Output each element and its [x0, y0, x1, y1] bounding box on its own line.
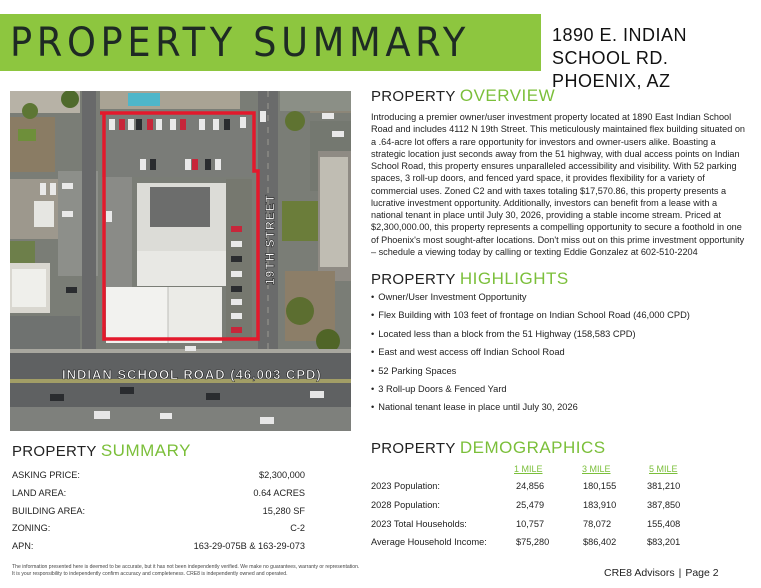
overview-heading-accent: OVERVIEW — [459, 86, 556, 105]
demo-label: 2028 Population: — [371, 499, 440, 510]
highlight-item: • Flex Building with 103 feet of frontage on Indian School Road (46,000 CPD) — [371, 310, 690, 328]
demo-value: $83,201 — [647, 537, 681, 548]
summary-label: LAND AREA: — [12, 487, 67, 498]
demo-value: 78,072 — [583, 518, 612, 529]
summary-row — [12, 488, 305, 506]
demo-value: 10,757 — [516, 518, 545, 529]
overview-heading-label: PROPERTY — [371, 88, 456, 105]
demo-row — [371, 519, 681, 538]
property-address — [552, 24, 761, 93]
summary-value: 0.64 ACRES — [253, 487, 305, 498]
demo-value: $86,402 — [583, 537, 617, 548]
summary-value: 163-29-075B & 163-29-073 — [193, 541, 305, 552]
demo-col-3-mile: 3 MILE — [582, 464, 611, 474]
demo-value: 183,910 — [583, 499, 617, 510]
summary-label: ZONING: — [12, 523, 51, 534]
highlight-item: • East and west access off Indian School Road — [371, 347, 690, 365]
highlights-heading-label: PROPERTY — [371, 271, 456, 288]
title-banner — [0, 14, 541, 71]
demo-label: Average Household Income: — [371, 537, 487, 548]
demo-row — [371, 500, 681, 519]
demo-value: 387,850 — [647, 499, 681, 510]
footer-separator: | — [678, 567, 682, 579]
demographics-heading-label: PROPERTY — [371, 440, 456, 457]
demo-value: 155,408 — [647, 518, 681, 529]
demo-col-5-mile: 5 MILE — [649, 464, 678, 474]
summary-row — [12, 506, 305, 524]
summary-label: ASKING PRICE: — [12, 470, 80, 480]
highlights-list — [371, 292, 690, 421]
highlights-heading — [371, 269, 569, 289]
demographics-table — [371, 481, 681, 556]
address-line-1: 1890 E. INDIAN SCHOOL RD. — [552, 25, 688, 68]
street-label-19th: 19TH STREET — [263, 193, 277, 285]
demo-col-1-mile: 1 MILE — [514, 464, 543, 474]
summary-heading-accent: SUMMARY — [100, 441, 191, 460]
demographics-heading — [371, 438, 606, 458]
overview-heading — [371, 86, 555, 106]
highlight-item: • National tenant lease in place until July 30, 2026 — [371, 402, 690, 420]
demo-row — [371, 481, 681, 500]
summary-row — [12, 523, 305, 541]
demo-row — [371, 537, 681, 556]
highlight-item: • 3 Roll-up Doors & Fenced Yard — [371, 384, 690, 402]
highlight-item: • Owner/User Investment Opportunity — [371, 292, 690, 310]
highlight-item: • 52 Parking Spaces — [371, 366, 690, 384]
brand-name: CRE8 Advisors — [604, 567, 675, 579]
page-title: PROPERTY SUMMARY — [10, 20, 470, 66]
page-number: Page 2 — [685, 567, 719, 579]
demo-value: 381,210 — [647, 481, 681, 491]
summary-table — [12, 470, 305, 559]
summary-heading — [12, 441, 191, 461]
demo-value: $75,280 — [516, 537, 550, 548]
demo-value: 25,479 — [516, 499, 545, 510]
highlight-item: • Located less than a block from the 51 Highway (158,583 CPD) — [371, 329, 690, 347]
demographics-heading-accent: DEMOGRAPHICS — [459, 438, 606, 457]
summary-heading-label: PROPERTY — [12, 443, 97, 460]
summary-label: APN: — [12, 541, 34, 552]
demo-label: 2023 Total Households: — [371, 518, 467, 529]
overview-text: Introducing a premier owner/user investment property located at 1890 East Indian School Road and includes 4112 N 19th Street. This meticulously maintained flex building situated on a .64-acre lot offers a rare opportunity for investors and owner-users alike. Boasting a strategic location just seconds away from the 51 highway, with dual access points on Indian School Road, this property ensures unparalleled accessibility and visibility. With 52 parking spaces, 3 roll-up doors, and fenced yard space, it provides flexibility for a variety of commercial uses. Zoned C2 and with taxes totaling $17,570.86, this property presents a lucrative investment opportunity. Additionally, investors can benefit from a lease with a national tenant in place until July 30, 2026, providing a stable income stream. Priced at $2,300,000.00, this property represents a compelling opportunity to secure a foothold in one of Phoenix's most sought-after locations. Don't miss out on this prime investment opportunity – schedule a viewing today by calling or texting Eddie Gonzalez at 602-510-2204 — [371, 112, 746, 257]
summary-row — [12, 541, 305, 559]
summary-value: C-2 — [290, 523, 305, 534]
disclaimer: The information presented here is deemed to be accurate, but it has not been independently verified. We make no guarantees, warranty or representation. It is your responsibility to independently confirm accuracy and completeness. CRE8 is independently owned and operated. — [12, 564, 360, 577]
summary-value: 15,280 SF — [262, 505, 305, 516]
summary-value: $2,300,000 — [259, 470, 305, 480]
highlights-heading-accent: HIGHLIGHTS — [459, 269, 569, 288]
address-line-2: PHOENIX, AZ — [552, 71, 671, 91]
summary-row — [12, 470, 305, 488]
demo-value: 24,856 — [516, 481, 545, 491]
summary-label: BUILDING AREA: — [12, 505, 86, 516]
page-footer — [604, 567, 719, 579]
demo-label: 2023 Population: — [371, 481, 440, 491]
street-label-indian-school: INDIAN SCHOOL ROAD (46,003 CPD) — [62, 367, 322, 382]
demo-value: 180,155 — [583, 481, 617, 491]
aerial-map — [10, 91, 351, 431]
